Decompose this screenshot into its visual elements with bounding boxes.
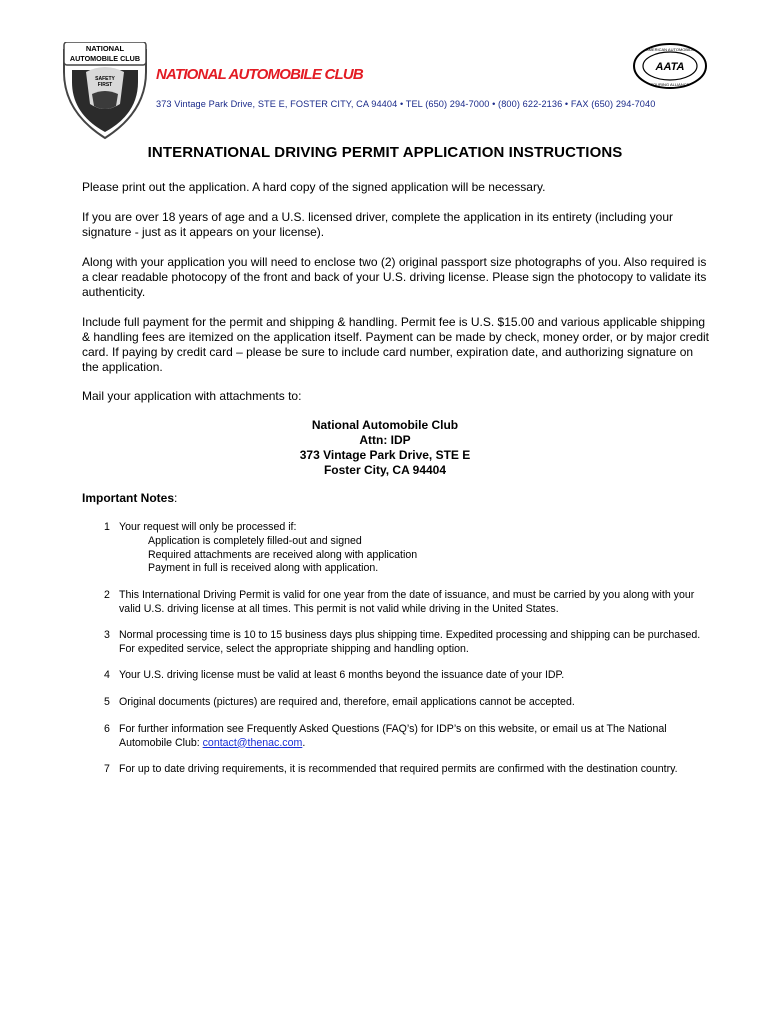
note-number: 6	[104, 723, 110, 735]
aata-logo	[632, 42, 708, 90]
page-title: INTERNATIONAL DRIVING PERMIT APPLICATION INSTRUCTIONS	[147, 144, 623, 161]
note-text-end: .	[302, 736, 306, 749]
paragraph-mail: Mail your application with attachments to:	[82, 389, 302, 403]
paragraph-payment: Include full payment for the permit and shipping & handling. Permit fee is U.S. $15.00 and various applicable shipping & handling fees are itemized on the application itself. Payment can be made by check, money order, or by major credit card. If paying by credit card – please be sure to include card number, expiration date, and authorizing signature on the application.	[82, 315, 709, 374]
note-subitem: Application is completely filled-out and signed	[148, 535, 362, 547]
note-text: This International Driving Permit is valid for one year from the date of issuance, and must be carried by you along with your valid U.S. driving license at all times. This permit is not valid while driving in the United States.	[119, 589, 695, 615]
national-automobile-club-logo	[58, 42, 152, 140]
paragraph-eligibility: If you are over 18 years of age and a U.S. licensed driver, complete the application in its entirety (including your signature - just as it appears on your license).	[82, 210, 673, 239]
logo-left-line4: FIRST	[97, 82, 113, 88]
logo-right-main-text: AATA	[655, 61, 685, 73]
address-line: Attn: IDP	[359, 433, 411, 447]
note-text: Your U.S. driving license must be valid at least 6 months beyond the issuance date of your IDP.	[119, 669, 565, 681]
note-number: 7	[104, 763, 110, 775]
address-line: Foster City, CA 94404	[323, 463, 447, 477]
note-text: Original documents (pictures) are required and, therefore, email applications cannot be accepted.	[119, 696, 575, 708]
contact-line: 373 Vintage Park Drive, STE E, FOSTER CITY, CA 94404 • TEL (650) 294-7000 • (800) 622-2136 • FAX (650) 294-7040	[156, 99, 656, 109]
logo-left-line2: AUTOMOBILE CLUB	[69, 54, 141, 63]
note-text: Normal processing time is 10 to 15 business days plus shipping time. Expedited processing and shipping can be purchased. For expedited service, select the appropriate shipping and handling option.	[119, 629, 701, 655]
note-text: For up to date driving requirements, it is recommended that required permits are confirmed with the destination country.	[119, 763, 678, 775]
paragraph-photos: Along with your application you will need to enclose two (2) original passport size photographs of you. Also required is a clear readable photocopy of the front and back of your U.S. driving license. Please sign the photocopy to validate its authenticity.	[82, 255, 707, 299]
note-number: 1	[104, 521, 110, 533]
logo-left-line3: SAFETY	[95, 76, 115, 82]
notes-heading	[82, 491, 177, 505]
note-subitem: Payment in full is received along with application.	[148, 562, 379, 574]
notes-heading-colon: :	[174, 491, 178, 505]
note-subitem: Required attachments are received along with application	[148, 548, 418, 561]
notes-heading-text: Important Notes	[82, 491, 175, 505]
note-number: 4	[104, 669, 110, 681]
note-number: 5	[104, 696, 110, 708]
address-line: National Automobile Club	[311, 418, 459, 432]
note-text-body: For further information see Frequently Asked Questions (FAQ’s) for IDP’s on this website, or email us at The National Automobile Club:	[119, 723, 667, 749]
address-line: 373 Vintage Park Drive, STE E	[299, 448, 471, 462]
note-text	[119, 723, 704, 750]
logo-right-top-text: AMERICAN AUTOMOBILE	[645, 47, 695, 52]
note-number: 2	[104, 589, 110, 601]
note-text: Your request will only be processed if:	[119, 521, 297, 533]
contact-email-link[interactable]: contact@thenac.com	[202, 736, 303, 749]
logo-right-bottom-text: TOURING ALLIANCE	[650, 82, 690, 87]
note-number: 3	[104, 629, 110, 641]
logo-left-line1: NATIONAL	[85, 44, 125, 53]
org-name: NATIONAL AUTOMOBILE CLUB	[156, 66, 363, 83]
paragraph-print: Please print out the application. A hard copy of the signed application will be necessary.	[82, 180, 546, 194]
